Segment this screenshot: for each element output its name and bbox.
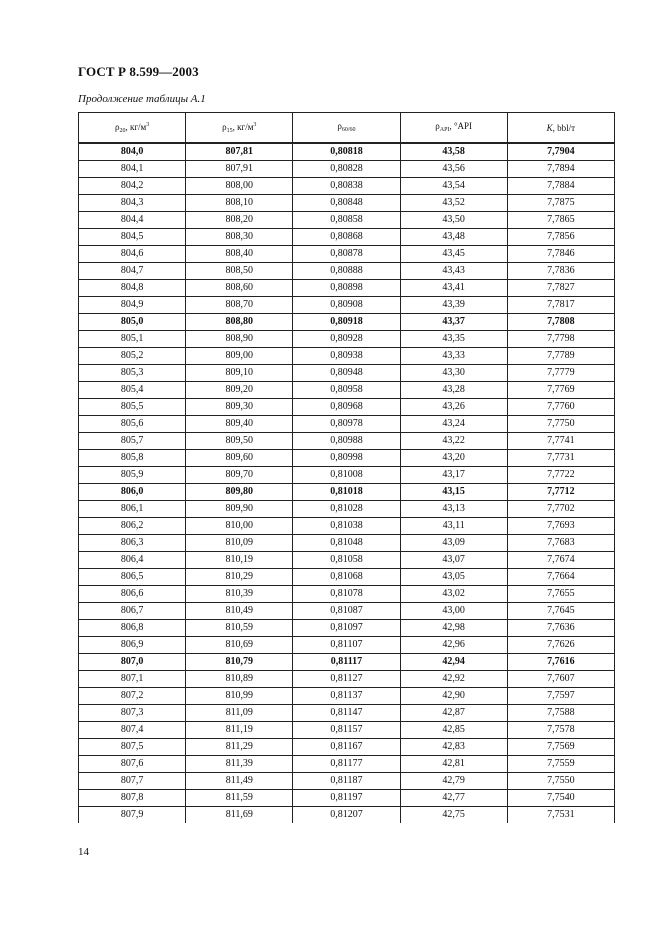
table-cell: 806,5 — [79, 569, 186, 586]
table-cell: 43,11 — [400, 518, 507, 535]
table-cell: 0,81197 — [293, 790, 400, 807]
table-cell: 808,20 — [186, 212, 293, 229]
table-cell: 809,60 — [186, 450, 293, 467]
table-cell: 0,80978 — [293, 416, 400, 433]
table-cell: 7,7597 — [507, 688, 614, 705]
table-cell: 809,40 — [186, 416, 293, 433]
table-cell: 43,05 — [400, 569, 507, 586]
table-row — [79, 297, 615, 314]
table-cell: 7,7674 — [507, 552, 614, 569]
table-cell: 0,80818 — [293, 143, 400, 161]
density-table — [78, 112, 615, 823]
table-cell: 810,69 — [186, 637, 293, 654]
table-cell: 43,13 — [400, 501, 507, 518]
table-cell: 805,5 — [79, 399, 186, 416]
table-cell: 0,80868 — [293, 229, 400, 246]
table-cell: 0,80968 — [293, 399, 400, 416]
table-row — [79, 143, 615, 161]
table-cell: 7,7540 — [507, 790, 614, 807]
table-row — [79, 416, 615, 433]
table-cell: 7,7817 — [507, 297, 614, 314]
table-cell: 7,7607 — [507, 671, 614, 688]
table-cell: 43,00 — [400, 603, 507, 620]
table-cell: 7,7798 — [507, 331, 614, 348]
table-cell: 805,6 — [79, 416, 186, 433]
table-cell: 7,7884 — [507, 178, 614, 195]
table-cell: 43,54 — [400, 178, 507, 195]
table-row — [79, 552, 615, 569]
table-row — [79, 178, 615, 195]
table-cell: 42,96 — [400, 637, 507, 654]
table-cell: 7,7712 — [507, 484, 614, 501]
table-cell: 7,7683 — [507, 535, 614, 552]
column-header-rho20 — [79, 113, 186, 144]
table-cell: 43,20 — [400, 450, 507, 467]
table-row — [79, 807, 615, 824]
column-header-k — [507, 113, 614, 144]
table-header-row — [79, 113, 615, 144]
column-header-rho6060 — [293, 113, 400, 144]
table-cell: 809,80 — [186, 484, 293, 501]
table-cell: 808,00 — [186, 178, 293, 195]
table-row — [79, 161, 615, 178]
table-cell: 811,69 — [186, 807, 293, 824]
table-cell: 7,7664 — [507, 569, 614, 586]
table-row — [79, 773, 615, 790]
table-cell: 0,80988 — [293, 433, 400, 450]
table-cell: 0,81078 — [293, 586, 400, 603]
column-subscript: API — [439, 126, 450, 133]
column-symbol: ρ — [222, 121, 227, 132]
table-cell: 0,81058 — [293, 552, 400, 569]
table-cell: 0,81167 — [293, 739, 400, 756]
column-symbol: ρ — [337, 120, 342, 131]
table-cell: 804,5 — [79, 229, 186, 246]
table-cell: 7,7693 — [507, 518, 614, 535]
table-cell: 806,9 — [79, 637, 186, 654]
column-symbol: K — [546, 122, 553, 133]
table-cell: 43,22 — [400, 433, 507, 450]
table-cell: 810,39 — [186, 586, 293, 603]
table-cell: 806,8 — [79, 620, 186, 637]
table-cell: 43,50 — [400, 212, 507, 229]
table-cell: 43,30 — [400, 365, 507, 382]
table-cell: 7,7741 — [507, 433, 614, 450]
table-cell: 808,70 — [186, 297, 293, 314]
table-row — [79, 280, 615, 297]
page-number: 14 — [78, 846, 89, 858]
table-cell: 805,2 — [79, 348, 186, 365]
table-cell: 7,7760 — [507, 399, 614, 416]
table-cell: 42,98 — [400, 620, 507, 637]
table-cell: 807,7 — [79, 773, 186, 790]
table-cell: 7,7789 — [507, 348, 614, 365]
table-cell: 7,7827 — [507, 280, 614, 297]
table-cell: 810,09 — [186, 535, 293, 552]
table-cell: 0,80888 — [293, 263, 400, 280]
table-cell: 0,81068 — [293, 569, 400, 586]
table-cell: 0,81048 — [293, 535, 400, 552]
table-cell: 43,15 — [400, 484, 507, 501]
table-cell: 811,09 — [186, 705, 293, 722]
column-unit: , °API — [449, 120, 473, 131]
table-cell: 805,3 — [79, 365, 186, 382]
table-cell: 7,7875 — [507, 195, 614, 212]
table-cell: 42,90 — [400, 688, 507, 705]
table-cell: 7,7588 — [507, 705, 614, 722]
table-cell: 7,7531 — [507, 807, 614, 824]
table-cell: 7,7856 — [507, 229, 614, 246]
table-cell: 805,1 — [79, 331, 186, 348]
table-row — [79, 399, 615, 416]
table-cell: 808,80 — [186, 314, 293, 331]
table-cell: 42,81 — [400, 756, 507, 773]
table-cell: 43,48 — [400, 229, 507, 246]
table-row — [79, 722, 615, 739]
table-cell: 42,75 — [400, 807, 507, 824]
table-cell: 42,87 — [400, 705, 507, 722]
table-cell: 0,80948 — [293, 365, 400, 382]
table-row — [79, 229, 615, 246]
table-row — [79, 433, 615, 450]
column-unit: , кг/м — [125, 121, 147, 132]
table-cell: 807,6 — [79, 756, 186, 773]
table-cell: 811,49 — [186, 773, 293, 790]
table-cell: 43,43 — [400, 263, 507, 280]
table-cell: 7,7569 — [507, 739, 614, 756]
table-cell: 42,77 — [400, 790, 507, 807]
table-cell: 42,85 — [400, 722, 507, 739]
table-cell: 7,7904 — [507, 143, 614, 161]
table-row — [79, 637, 615, 654]
table-cell: 810,79 — [186, 654, 293, 671]
column-superscript: 3 — [146, 121, 150, 128]
table-cell: 7,7750 — [507, 416, 614, 433]
table-cell: 0,81187 — [293, 773, 400, 790]
document-title: ГОСТ Р 8.599—2003 — [78, 64, 199, 79]
table-cell: 807,0 — [79, 654, 186, 671]
table-cell: 804,8 — [79, 280, 186, 297]
table-cell: 43,39 — [400, 297, 507, 314]
table-cell: 807,81 — [186, 143, 293, 161]
table-cell: 809,00 — [186, 348, 293, 365]
table-cell: 43,45 — [400, 246, 507, 263]
table-cell: 7,7578 — [507, 722, 614, 739]
table-cell: 0,81107 — [293, 637, 400, 654]
table-row — [79, 790, 615, 807]
table-cell: 810,00 — [186, 518, 293, 535]
column-subscript: 20 — [119, 127, 126, 134]
table-cell: 43,24 — [400, 416, 507, 433]
table-cell: 807,8 — [79, 790, 186, 807]
table-cell: 42,94 — [400, 654, 507, 671]
table-cell: 0,81117 — [293, 654, 400, 671]
table-cell: 0,80938 — [293, 348, 400, 365]
table-row — [79, 501, 615, 518]
table-cell: 811,59 — [186, 790, 293, 807]
table-cell: 810,29 — [186, 569, 293, 586]
table-cell: 805,0 — [79, 314, 186, 331]
table-cell: 7,7769 — [507, 382, 614, 399]
table-cell: 804,1 — [79, 161, 186, 178]
table-cell: 42,79 — [400, 773, 507, 790]
table-cell: 807,4 — [79, 722, 186, 739]
table-cell: 0,81127 — [293, 671, 400, 688]
table-row — [79, 569, 615, 586]
table-cell: 806,4 — [79, 552, 186, 569]
table-cell: 807,3 — [79, 705, 186, 722]
table-cell: 0,81018 — [293, 484, 400, 501]
table-row — [79, 382, 615, 399]
table-cell: 43,37 — [400, 314, 507, 331]
table-cell: 809,20 — [186, 382, 293, 399]
table-cell: 43,52 — [400, 195, 507, 212]
table-cell: 807,1 — [79, 671, 186, 688]
table-cell: 42,92 — [400, 671, 507, 688]
table-cell: 0,80878 — [293, 246, 400, 263]
table-row — [79, 535, 615, 552]
table-cell: 0,81137 — [293, 688, 400, 705]
table-cell: 804,2 — [79, 178, 186, 195]
table-cell: 804,3 — [79, 195, 186, 212]
table-cell: 0,81207 — [293, 807, 400, 824]
table-cell: 7,7626 — [507, 637, 614, 654]
table-cell: 43,07 — [400, 552, 507, 569]
column-subscript: 60/60 — [341, 126, 356, 133]
table-cell: 7,7836 — [507, 263, 614, 280]
table-row — [79, 212, 615, 229]
table-cell: 43,56 — [400, 161, 507, 178]
table-cell: 43,02 — [400, 586, 507, 603]
table-cell: 805,8 — [79, 450, 186, 467]
table-cell: 807,2 — [79, 688, 186, 705]
table-cell: 7,7865 — [507, 212, 614, 229]
table-cell: 811,19 — [186, 722, 293, 739]
table-cell: 7,7559 — [507, 756, 614, 773]
table-cell: 808,90 — [186, 331, 293, 348]
table-cell: 0,81028 — [293, 501, 400, 518]
table-row — [79, 467, 615, 484]
table-cell: 0,81008 — [293, 467, 400, 484]
table-cell: 0,80828 — [293, 161, 400, 178]
table-cell: 808,60 — [186, 280, 293, 297]
table-row — [79, 705, 615, 722]
table-cell: 0,81038 — [293, 518, 400, 535]
table-cell: 808,30 — [186, 229, 293, 246]
table-cell: 806,0 — [79, 484, 186, 501]
table-cell: 0,80858 — [293, 212, 400, 229]
table-cell: 806,2 — [79, 518, 186, 535]
table-cell: 805,9 — [79, 467, 186, 484]
table-cell: 43,28 — [400, 382, 507, 399]
table-row — [79, 654, 615, 671]
table-cell: 807,9 — [79, 807, 186, 824]
table-cell: 806,3 — [79, 535, 186, 552]
column-subscript: 15 — [226, 127, 233, 134]
table-cell: 0,80898 — [293, 280, 400, 297]
table-cell: 0,80918 — [293, 314, 400, 331]
table-row — [79, 518, 615, 535]
table-row — [79, 246, 615, 263]
column-symbol: ρ — [114, 121, 120, 132]
table-cell: 0,81087 — [293, 603, 400, 620]
table-row — [79, 195, 615, 212]
table-cell: 43,26 — [400, 399, 507, 416]
table-row — [79, 756, 615, 773]
table-cell: 0,81177 — [293, 756, 400, 773]
table-cell: 806,7 — [79, 603, 186, 620]
table-cell: 7,7808 — [507, 314, 614, 331]
table-cell: 805,7 — [79, 433, 186, 450]
table-row — [79, 450, 615, 467]
table-caption: Продолжение таблицы А.1 — [78, 93, 206, 105]
table-cell: 806,1 — [79, 501, 186, 518]
table-row — [79, 331, 615, 348]
table-cell: 0,80928 — [293, 331, 400, 348]
table-cell: 810,49 — [186, 603, 293, 620]
table-cell: 810,99 — [186, 688, 293, 705]
table-cell: 809,10 — [186, 365, 293, 382]
table-cell: 7,7655 — [507, 586, 614, 603]
table-cell: 43,58 — [400, 143, 507, 161]
table-row — [79, 365, 615, 382]
table-cell: 808,10 — [186, 195, 293, 212]
table-cell: 7,7645 — [507, 603, 614, 620]
table-row — [79, 586, 615, 603]
table-cell: 0,81097 — [293, 620, 400, 637]
table-row — [79, 603, 615, 620]
column-unit: , bbl/т — [552, 122, 576, 133]
table-cell: 7,7550 — [507, 773, 614, 790]
table-row — [79, 263, 615, 280]
table-cell: 809,30 — [186, 399, 293, 416]
table-cell: 807,91 — [186, 161, 293, 178]
table-cell: 809,70 — [186, 467, 293, 484]
table-cell: 811,39 — [186, 756, 293, 773]
table-cell: 808,40 — [186, 246, 293, 263]
table-cell: 0,80998 — [293, 450, 400, 467]
table-cell: 804,7 — [79, 263, 186, 280]
table-cell: 804,0 — [79, 143, 186, 161]
table-cell: 804,4 — [79, 212, 186, 229]
table-row — [79, 484, 615, 501]
table-cell: 0,80838 — [293, 178, 400, 195]
table-cell: 809,90 — [186, 501, 293, 518]
table-cell: 0,80958 — [293, 382, 400, 399]
column-header-rho15 — [186, 113, 293, 144]
table-cell: 7,7702 — [507, 501, 614, 518]
table-cell: 0,81147 — [293, 705, 400, 722]
table-cell: 0,81157 — [293, 722, 400, 739]
table-cell: 810,89 — [186, 671, 293, 688]
column-symbol: ρ — [435, 120, 440, 131]
table-cell: 7,7894 — [507, 161, 614, 178]
table-row — [79, 620, 615, 637]
table-cell: 807,5 — [79, 739, 186, 756]
table-cell: 7,7779 — [507, 365, 614, 382]
table-row — [79, 688, 615, 705]
table-cell: 809,50 — [186, 433, 293, 450]
table-row — [79, 739, 615, 756]
table-cell: 810,59 — [186, 620, 293, 637]
table-cell: 7,7731 — [507, 450, 614, 467]
table-cell: 0,80848 — [293, 195, 400, 212]
table-cell: 43,09 — [400, 535, 507, 552]
table-cell: 7,7636 — [507, 620, 614, 637]
table-cell: 0,80908 — [293, 297, 400, 314]
table-cell: 811,29 — [186, 739, 293, 756]
table-row — [79, 671, 615, 688]
table-cell: 7,7722 — [507, 467, 614, 484]
table-cell: 804,9 — [79, 297, 186, 314]
column-unit: , кг/м — [232, 121, 254, 132]
column-header-api — [400, 113, 507, 144]
table-cell: 806,6 — [79, 586, 186, 603]
table-cell: 7,7616 — [507, 654, 614, 671]
table-cell: 805,4 — [79, 382, 186, 399]
table-cell: 7,7846 — [507, 246, 614, 263]
table-row — [79, 314, 615, 331]
table-cell: 42,83 — [400, 739, 507, 756]
table-cell: 43,41 — [400, 280, 507, 297]
table-cell: 808,50 — [186, 263, 293, 280]
table-cell: 804,6 — [79, 246, 186, 263]
table-cell: 43,35 — [400, 331, 507, 348]
table-cell: 43,17 — [400, 467, 507, 484]
table-row — [79, 348, 615, 365]
column-superscript: 3 — [253, 121, 257, 128]
table-cell: 810,19 — [186, 552, 293, 569]
table-body — [79, 143, 615, 823]
table-cell: 43,33 — [400, 348, 507, 365]
